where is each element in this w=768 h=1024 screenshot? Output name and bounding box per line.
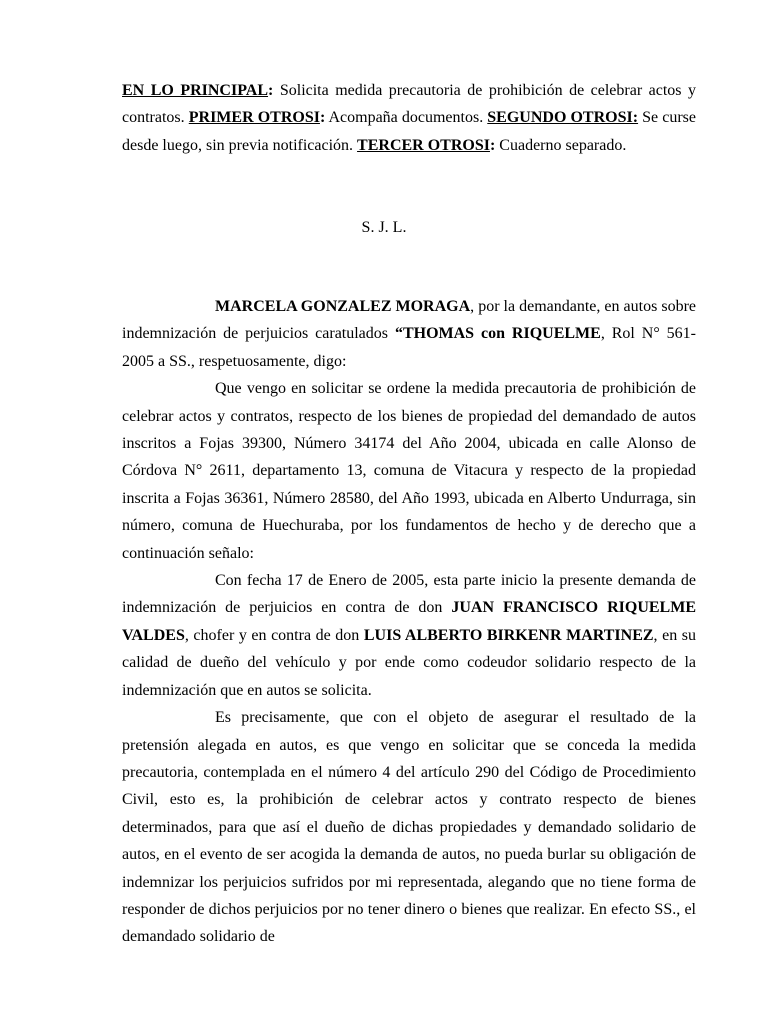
paragraph-facts-text-1: Con fecha 17 de Enero de 2005, esta parte inicio la presente demanda de indemnización de perjuicios en contra de don	[122, 572, 696, 617]
segundo-otrosi-text: Se curse desde luego, sin previa notificación.	[122, 109, 696, 154]
paragraph-facts-text-2: , chofer y en contra de don	[184, 626, 364, 644]
principal-colon: :	[268, 82, 274, 99]
defendant-name-1: JUAN FRANCISCO RIQUELME VALDES	[122, 599, 696, 644]
paragraph-facts-text-3: , en su calidad de dueño del vehículo y por ende como codeudor solidario respecto de la indemnización que en autos se solicita.	[122, 626, 697, 699]
defendant-name-2: LUIS ALBERTO BIRKENR MARTINEZ	[363, 626, 654, 644]
principal-label: EN LO PRINCIPAL	[122, 82, 269, 99]
document-body	[122, 293, 696, 951]
paragraph-request: Que vengo en solicitar se ordene la medida precautoria de prohibición de celebrar actos y contratos, respecto de los bienes de propiedad del demandado de autos inscritos a Fojas 39300, Número 34174 del Año 2004, ubicada en calle Alonso de Córdova N° 2611, departamento 13, comuna de Vitacura y respecto de la propiedad inscrita a Fojas 36361, Número 28580, del Año 1993, ubicada en Alberto Undurraga, sin número, comuna de Huechuraba, por los fundamentos de hecho y de derecho que a continuación señalo:	[122, 380, 696, 562]
paragraph-intro	[122, 293, 696, 375]
primer-otrosi-text: Acompaña documentos.	[325, 109, 488, 127]
paragraph-facts	[122, 567, 696, 704]
paragraph-intro-text-1: , por la demandante, en autos sobre indemnización de perjuicios caratulados	[122, 298, 697, 343]
summary-heading	[122, 77, 696, 159]
principal-text: Solicita medida precautoria de prohibición de celebrar actos y contratos.	[122, 82, 697, 127]
paragraph-grounds: Es precisamente, que con el objeto de asegurar el resultado de la pretensión alegada en autos, es que vengo en solicitar que se conceda la medida precautoria, contemplada en el número 4 del artículo 290 del Código de Procedimiento Civil, esto es, la prohibición de celebrar actos y contrato respecto de bienes determinados, para que así el dueño de dichas propiedades y demandado solidario de autos, en el evento de ser acogida la demanda de autos, no pueda burlar su obligación de indemnizar los perjuicios sufridos por mi representada, alegando que no tiene forma de responder de dichos perjuicios por no tener dinero o bienes que realizar. En efecto SS., el demandado solidario de	[122, 709, 696, 946]
addressee: S. J. L.	[361, 219, 407, 236]
primer-otrosi-label: PRIMER OTROSI	[188, 109, 320, 127]
tercer-otrosi-colon: :	[489, 136, 496, 154]
paragraph-intro-text-2: , Rol N° 561-2005 a SS., respetuosamente, digo:	[122, 325, 697, 370]
tercer-otrosi-text: Cuaderno separado.	[495, 136, 627, 154]
segundo-otrosi-label: SEGUNDO OTROSI:	[487, 109, 639, 127]
tercer-otrosi-label: TERCER OTROSI	[357, 136, 490, 154]
primer-otrosi-colon: :	[319, 109, 326, 127]
case-title: “THOMAS con RIQUELME	[394, 325, 601, 343]
attorney-name: MARCELA GONZALEZ MORAGA	[215, 298, 471, 315]
